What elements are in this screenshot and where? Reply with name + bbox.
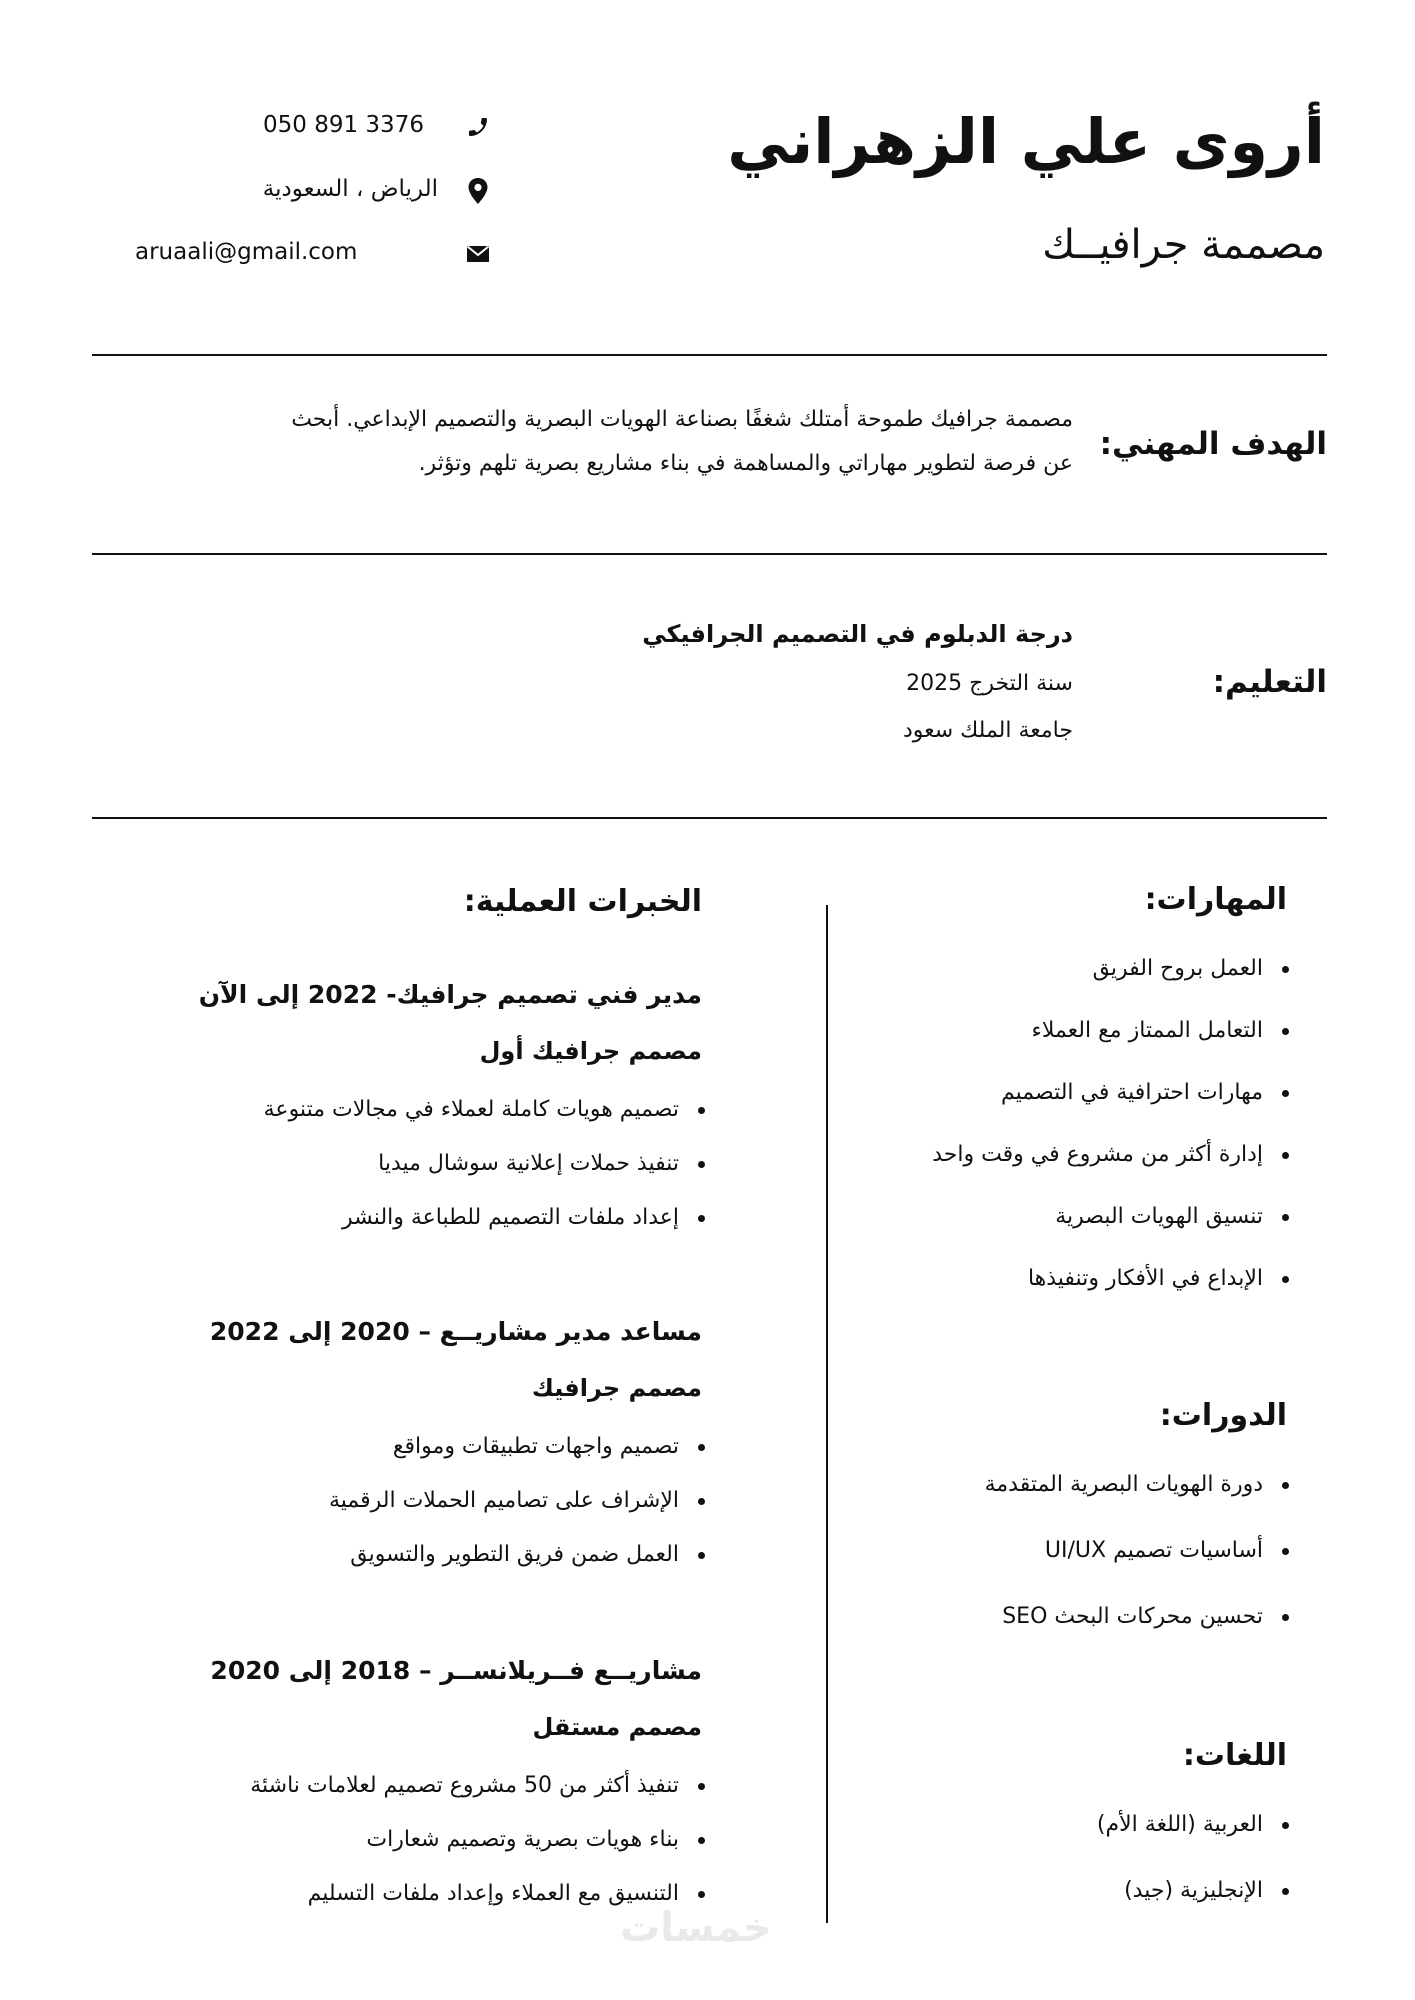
education-degree: درجة الدبلوم في التصميم الجرافيكي <box>642 620 1073 648</box>
skill-item: تنسيق الهويات البصرية <box>932 1186 1297 1248</box>
job-subtitle: مصمم جرافيك <box>531 1374 702 1402</box>
languages-title: اللغات: <box>1182 1738 1287 1773</box>
phone-text: 050 891 3376 <box>263 112 424 138</box>
column-divider <box>826 905 828 1923</box>
phone-icon <box>463 112 493 142</box>
contact-email-row <box>130 235 500 279</box>
envelope-icon <box>463 239 493 269</box>
job-bullet: العمل ضمن فريق التطوير والتسويق <box>329 1528 713 1582</box>
objective-label: الهدف المهني: <box>1099 426 1327 462</box>
course-item: أساسيات تصميم UI/UX <box>985 1518 1297 1584</box>
job-bullets <box>250 1759 713 1921</box>
skill-item: إدارة أكثر من مشروع في وقت واحد <box>932 1124 1297 1186</box>
candidate-role: مصممة جرافيــك <box>1042 222 1325 268</box>
email-text[interactable]: aruaali@gmail.com <box>135 239 358 265</box>
experience-title: الخبرات العملية: <box>463 884 702 919</box>
skill-item: التعامل الممتاز مع العملاء <box>932 1000 1297 1062</box>
job-bullet: تنفيذ أكثر من 50 مشروع تصميم لعلامات ناشئة <box>250 1759 713 1813</box>
education-year: سنة التخرج 2025 <box>906 671 1073 696</box>
candidate-name: أروى علي الزهراني <box>727 105 1325 178</box>
objective-line-2: عن فرصة لتطوير مهاراتي والمساهمة في بناء مشاريع بصرية تلهم وتؤثر. <box>418 451 1073 476</box>
watermark-logo: خمسات <box>620 1905 772 1951</box>
job-bullets <box>329 1420 713 1582</box>
job-title: مساعد مدير مشاريــع – 2020 إلى 2022 <box>209 1317 702 1346</box>
skill-item: مهارات احترافية في التصميم <box>932 1062 1297 1124</box>
job-subtitle: مصمم جرافيك أول <box>479 1037 702 1065</box>
job-title: مدير فني تصميم جرافيك- 2022 إلى الآن <box>198 980 702 1009</box>
job-title: مشاريــع فــريلانســر – 2018 إلى 2020 <box>210 1656 702 1685</box>
contact-location-row <box>130 172 500 216</box>
job-subtitle: مصمم مستقل <box>532 1713 702 1741</box>
job-bullet: بناء هويات بصرية وتصميم شعارات <box>250 1813 713 1867</box>
skill-item: العمل بروح الفريق <box>932 938 1297 1000</box>
course-item: تحسين محركات البحث SEO <box>985 1584 1297 1650</box>
contact-phone-row <box>130 108 500 152</box>
skills-list <box>932 938 1297 1310</box>
course-item: دورة الهويات البصرية المتقدمة <box>985 1452 1297 1518</box>
education-label: التعليم: <box>1212 664 1327 700</box>
courses-title: الدورات: <box>1159 1398 1287 1433</box>
skills-title: المهارات: <box>1144 882 1287 917</box>
job-bullet: تصميم هويات كاملة لعملاء في مجالات متنوعة <box>264 1083 713 1137</box>
job-bullet: تنفيذ حملات إعلانية سوشال ميديا <box>264 1137 713 1191</box>
languages-list <box>1097 1792 1297 1924</box>
job-bullets <box>264 1083 713 1245</box>
job-bullet: إعداد ملفات التصميم للطباعة والنشر <box>264 1191 713 1245</box>
skill-item: الإبداع في الأفكار وتنفيذها <box>932 1248 1297 1310</box>
education-university: جامعة الملك سعود <box>902 718 1073 743</box>
objective-line-1: مصممة جرافيك طموحة أمتلك شغفًا بصناعة الهويات البصرية والتصميم الإبداعي. أبحث <box>291 407 1073 432</box>
divider-3 <box>92 817 1327 819</box>
divider-1 <box>92 354 1327 356</box>
objective-text <box>173 398 1073 486</box>
job-bullet: التنسيق مع العملاء وإعداد ملفات التسليم <box>250 1867 713 1921</box>
job-bullet: الإشراف على تصاميم الحملات الرقمية <box>329 1474 713 1528</box>
job-bullet: تصميم واجهات تطبيقات ومواقع <box>329 1420 713 1474</box>
location-text: الرياض ، السعودية <box>262 176 438 202</box>
divider-2 <box>92 553 1327 555</box>
language-item: الإنجليزية (جيد) <box>1097 1858 1297 1924</box>
location-pin-icon <box>463 176 493 206</box>
courses-list <box>985 1452 1297 1650</box>
language-item: العربية (اللغة الأم) <box>1097 1792 1297 1858</box>
